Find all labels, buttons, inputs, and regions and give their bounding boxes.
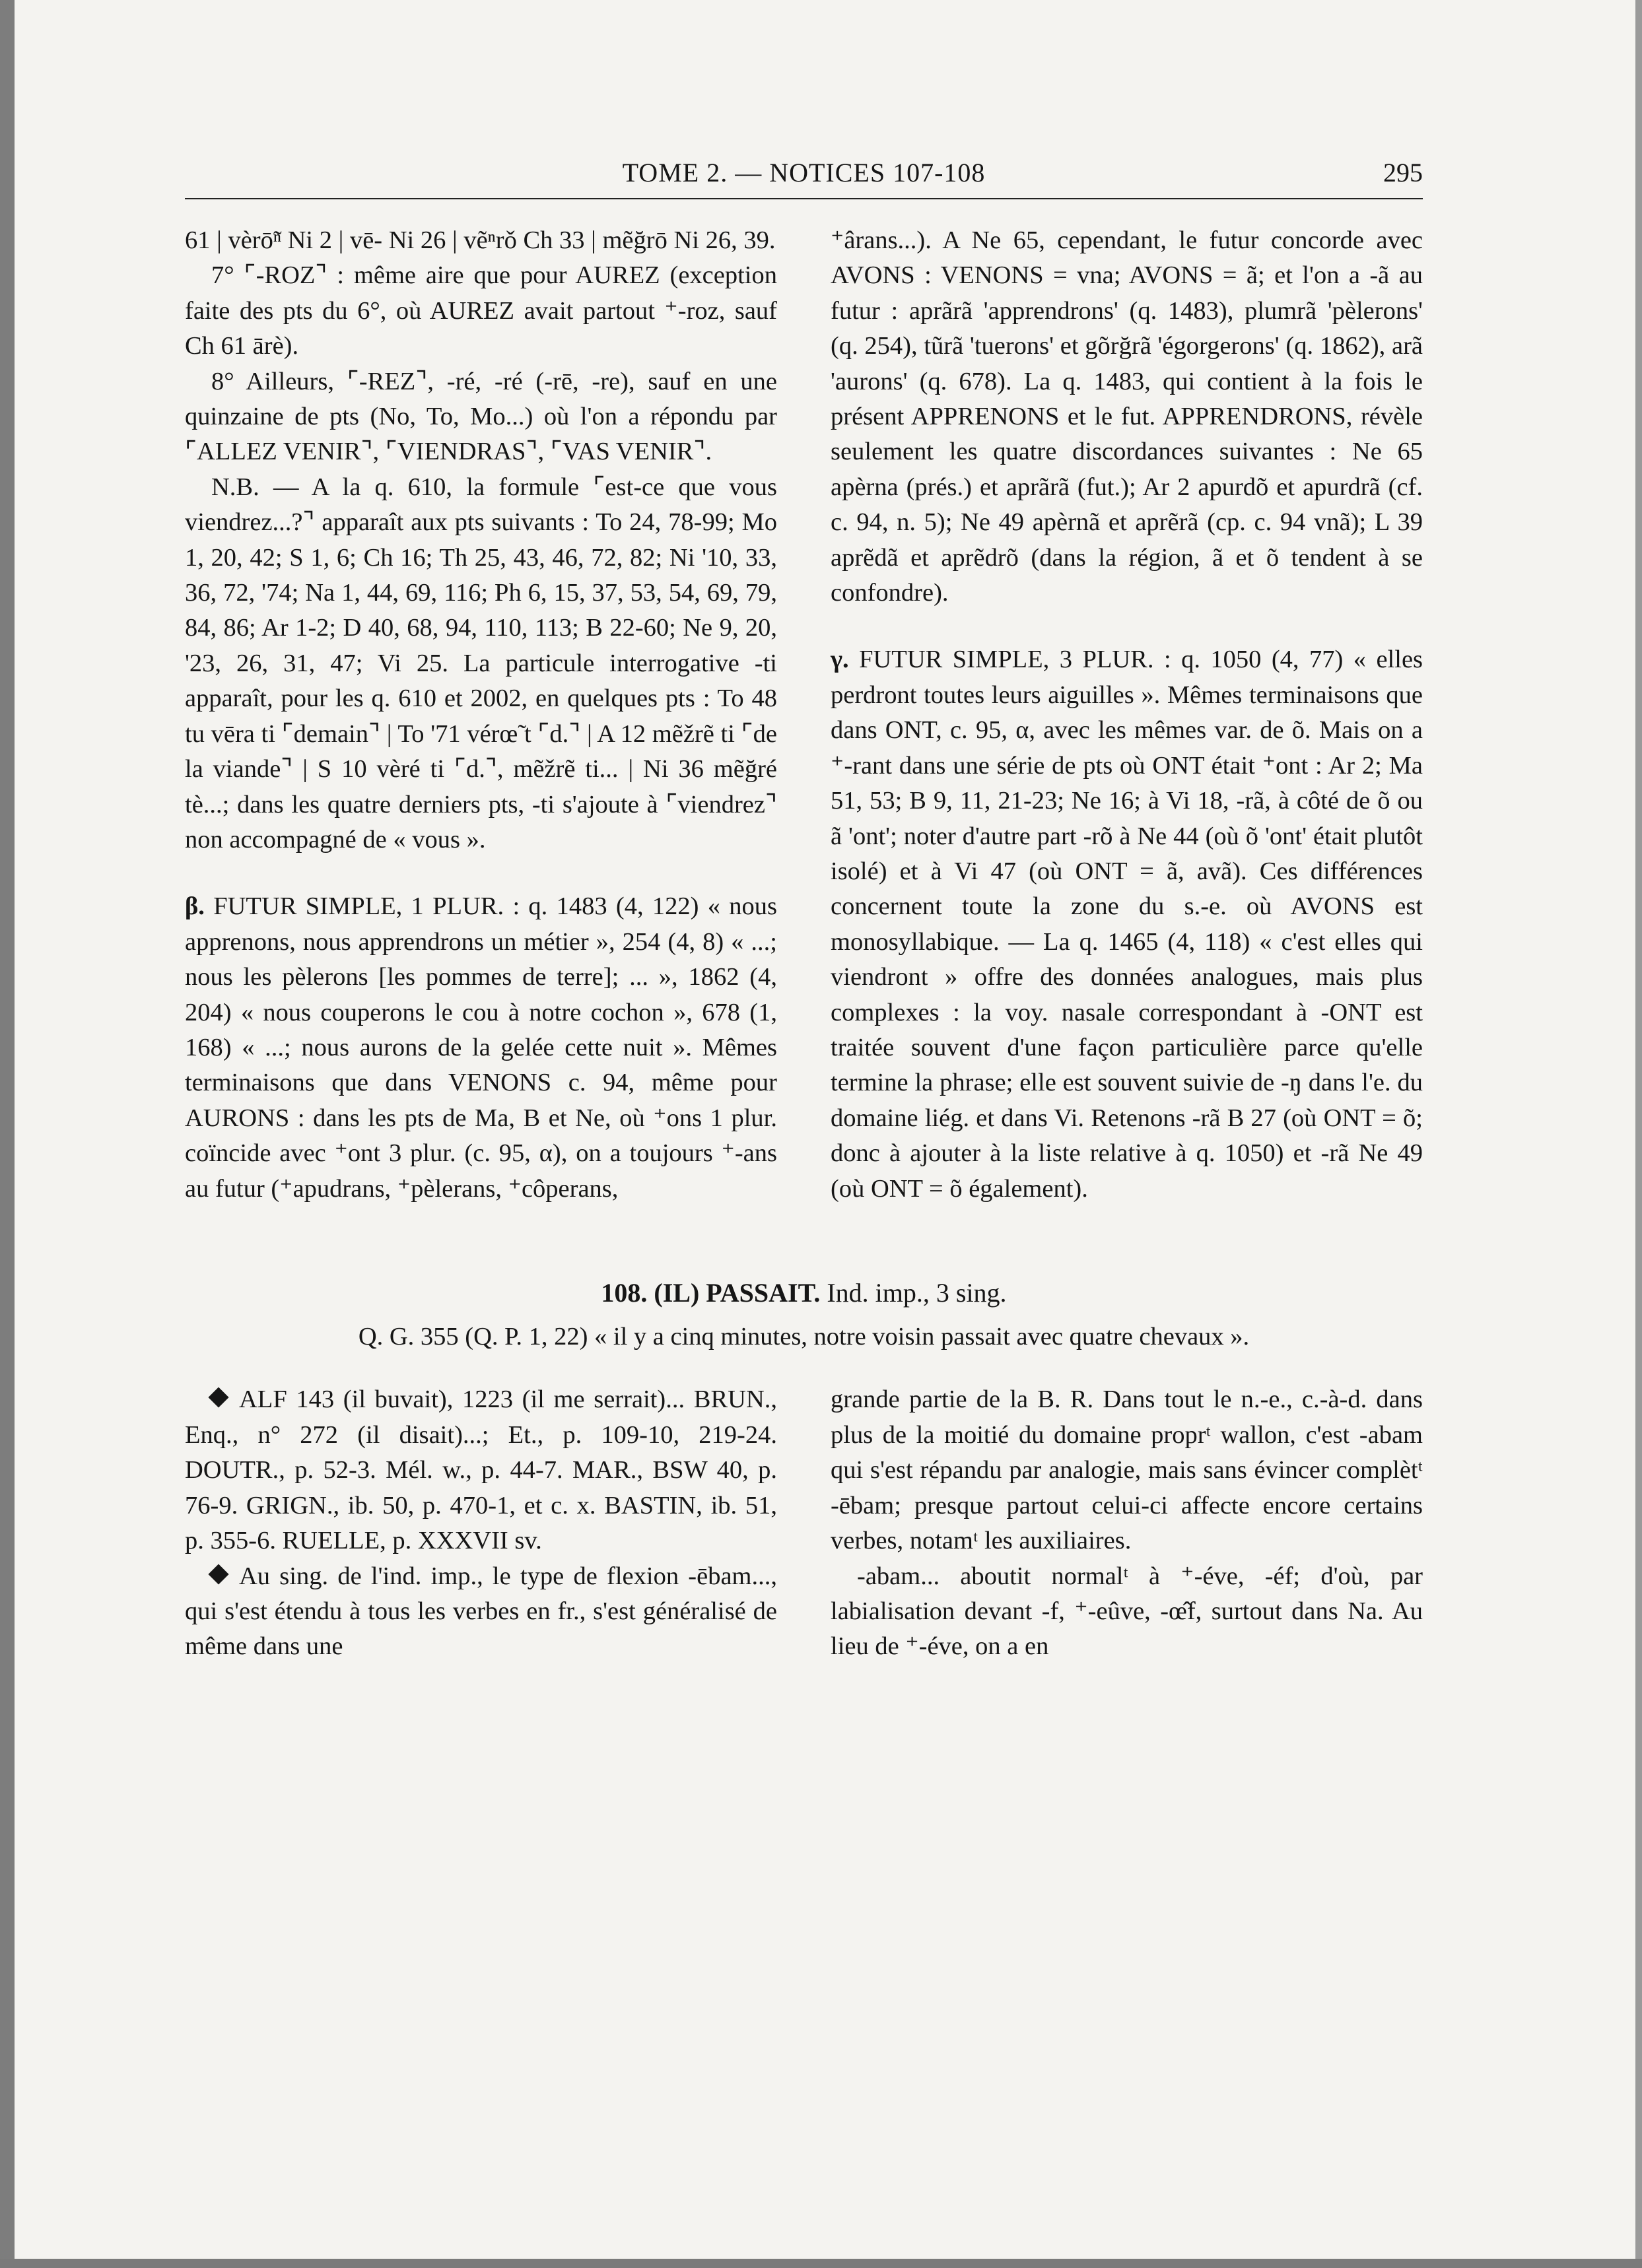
scan-edge-right (1635, 0, 1642, 2268)
left-column (185, 223, 777, 1232)
paragraph: grande partie de la B. R. Dans tout le n.-e., c.-à-d. dans plus de la moitié du domaine proprᵗ wallon, c'est -abam qui s'est répandu par analogie, mais sans évincer complètᵗ -ēbam; presque partout celui-ci affecte encore certains verbes, notamᵗ les auxiliaires. (831, 1385, 1423, 1555)
paragraph: 7° ⌜-ROZ⌝ : même aire que pour AUREZ (exception faite des pts du 6°, où AUREZ avait partout ⁺-roz, sauf Ch 61 ārè). (185, 261, 777, 360)
notice-question: Q. G. 355 (Q. P. 1, 22) « il y a cinq minutes, notre voisin passait avec quatre chevaux ». (358, 1323, 1250, 1351)
notice-number: 108. (601, 1278, 648, 1308)
section-letter: γ. (831, 646, 849, 674)
section-letter: β. (185, 892, 205, 921)
page-number: 295 (1383, 158, 1423, 187)
diamond-bullet-icon (208, 1564, 228, 1584)
paragraph-text: Au sing. de l'ind. imp., le type de flexion -ēbam..., qui s'est étendu à tous les verbes en fr., s'est généralisé de même dans une (185, 1562, 777, 1661)
notice-heading: (IL) PASSAIT. (654, 1278, 821, 1308)
section-beta (185, 889, 777, 1207)
bottom-columns (185, 1382, 1423, 1664)
paragraph: 61 | vèrō̃ⁿ Ni 2 | vē- Ni 26 | vẽⁿrǒ Ch 33 | mẽğrō Ni 26, 39. (185, 226, 776, 254)
running-head: TOME 2. — NOTICES 107-108 (622, 158, 986, 187)
paragraph: 8° Ailleurs, ⌜-REZ⌝, -ré, -ré (-rē, -re), sauf en une quinzaine de pts (No, To, Mo...) où l'on a répondu par ⌜ALLEZ VENIR⌝, ⌜VIENDRAS⌝, ⌜VAS VENIR⌝. (185, 367, 777, 466)
section-gamma (831, 642, 1423, 1207)
diamond-bullet-icon (208, 1387, 228, 1408)
bottom-right-column (831, 1382, 1423, 1664)
section-title: FUTUR SIMPLE, 3 PLUR. (859, 646, 1154, 674)
bullet-paragraph (185, 1559, 777, 1665)
paragraph: -abam... aboutit normalᵗ à ⁺-éve, -éf; d'où, par labialisation devant -f, ⁺-eûve, -œ̂f, surtout dans Na. Au lieu de ⁺-éve, on a en (831, 1562, 1423, 1661)
paragraph-text: ALF 143 (il buvait), 1223 (il me serrait)... BRUN., Enq., n° 272 (il disait)...; Et., p. 109-10, 219-24. DOUTR., p. 52-3. Mél. w., p. 44-7. MAR., BSW 40, p. 76-9. GRIGN., ib. 50, p. 470-1, et c. x. BASTIN, ib. 51, p. 355-6. RUELLE, p. XXXVII sv. (185, 1385, 777, 1555)
top-columns (185, 223, 1423, 1232)
paragraph: ⁺ârans...). A Ne 65, cependant, le futur concorde avec AVONS : VENONS = vna; AVONS = ã; et l'on a -ã au futur : aprãrã 'apprendrons' (q. 1483), plumrã 'pèlerons' (q. 254), tũrã 'tuerons' et gõrğrã 'égorgerons' (q. 1862), arã 'aurons' (q. 678). La q. 1483, qui contient à la fois le présent APPRENONS et le fut. APPRENDRONS, révèle seulement les quatre discordances suivantes : Ne 65 apèrna (prés.) et aprãrã (fut.); Ar 2 apurdõ et apurdrã (cf. c. 94, n. 5); Ne 49 apèrnã et aprẽrã (cp. c. 94 vnã); L 39 aprẽdã et aprẽdrõ (dans la région, ã et õ tendent à se confondre). (831, 226, 1423, 607)
scan-edge-bottom (0, 2259, 1642, 2268)
notice-title (185, 1275, 1423, 1311)
notice-subtitle: Ind. imp., 3 sing. (827, 1278, 1007, 1308)
paragraph: N.B. — A la q. 610, la formule ⌜est-ce que vous viendrez...?⌝ apparaît aux pts suivants : To 24, 78-99; Mo 1, 20, 42; S 1, 6; Ch 16; Th 25, 43, 46, 72, 82; Ni '10, 33, 36, 72, '74; Na 1, 44, 69, 116; Ph 6, 15, 37, 53, 54, 69, 79, 84, 86; Ar 1-2; D 40, 68, 94, 110, 113; B 22-60; Ne 9, 20, '23, 26, 31, 47; Vi 25. La particule interrogative -ti apparaît, pour les q. 610 et 2002, en quelques pts : To 48 tu vēra ti ⌜demain⌝ | To '71 vérœ̃ t ⌜d.⌝ | A 12 mẽžrẽ ti ⌜de la viande⌝ | S 10 vèré ti ⌜d.⌝, mẽžrẽ ti... | Ni 36 mẽğré tè...; dans les quatre derniers pts, -ti s'ajoute à ⌜viendrez⌝ non accompagné de « vous ». (185, 473, 777, 853)
bullet-paragraph (185, 1382, 777, 1558)
right-column (831, 223, 1423, 1232)
section-text: : q. 1483 (4, 122) « nous apprenons, nous apprendrons un métier », 254 (4, 8) « ...; nous les pèlerons [les pommes de terre]; ... », 1862 (4, 204) « nous couperons le cou à notre cochon », 678 (1, 168) « ...; nous aurons de la gelée cette nuit ». Mêmes terminaisons que dans VENONS c. 94, même pour AURONS : dans les pts de Ma, B et Ne, où ⁺ons 1 plur. coïncide avec ⁺ont 3 plur. (c. 95, α), on a toujours ⁺-ans au futur (⁺apudrans, ⁺pèlerans, ⁺côperans, (185, 892, 778, 1203)
section-text: : q. 1050 (4, 77) « elles perdront toutes leurs aiguilles ». Mêmes terminaisons que dans ONT, c. 95, α, avec les mêmes var. de õ. Mais on a ⁺-rant dans une série de pts où ONT était ⁺ont : Ar 2; Ma 51, 53; B 9, 11, 21-23; Ne 16; à Vi 18, -rã, à côté de õ ou ã 'ont'; noter d'autre part -rõ à Ne 44 (où õ 'ont' était plutôt isolé) et à Vi 47 (où ONT = ã, avã). Ces différences concernent toute la zone du s.-e. où AVONS est monosyllabique. — La q. 1465 (4, 118) « c'est elles qui viendront » offre des données analogues, mais plus complexes : la voy. nasale correspondant à -ONT est traitée souvent d'une façon particulière parce qu'elle termine la phrase; elle est souvent suivie de -ŋ dans l'e. du domaine liég. et dans Vi. Retenons -rã B 27 (où ONT = õ; donc à ajouter à la liste relative à q. 1050) et -rã Ne 49 (où ONT = õ également). (831, 646, 1423, 1203)
scan-edge-left (0, 0, 15, 2268)
page (185, 153, 1423, 1665)
section-title: FUTUR SIMPLE, 1 PLUR. (213, 892, 504, 921)
bottom-left-column (185, 1382, 777, 1664)
page-header (185, 153, 1423, 199)
